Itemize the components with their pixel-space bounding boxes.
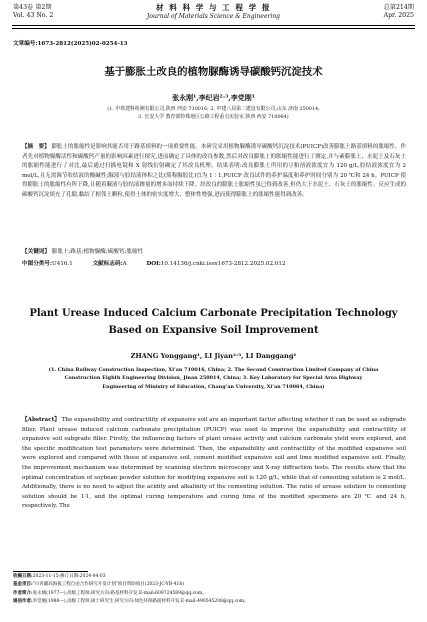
chinese-affiliation-line: (1. 中铁建科检测有限公司,陕西 西安 710016; 2. 中建八局第二建设有限公司,山东 济南 250014;	[107, 106, 320, 112]
english-title-line: Based on Expansive Soil Improvement	[108, 324, 319, 336]
footnote-corresponding	[13, 598, 417, 606]
footnote-label: 收稿日期:	[13, 574, 33, 579]
keywords-text: 膨胀土;路基;植物脲酶;碳酸钙;胀缩性	[51, 249, 144, 255]
chinese-abstract-text: 膨胀土的胀缩性是影响其能否用于路基填料的一项重要性能。本研究采用植物脲酶诱导碳酸钙沉淀技术(PUICP)改善膨胀土路基填料的胀缩性。作者先对植物脲酶活性和碳酸钙产量的影响因素进行探究,进而确定了具体的改良参数,然后对改良膨胀土的胀缩性能进行了测定,并与素膨胀土、水泥土及石灰土的胀缩性能进行了对比,最后通过扫描电镜和 X 射线衍射确定了其改良机理。结果表明:改良膨胀土所用的豆粕溶液浓度宜为 120 g/L,胶结液浓度宜为 2 mol/L,且无需调节胶结液的酸碱性;脲液与胶结液体积之比(简称脲胶比)宜为 1∶1,PUICP 改良试件的养护温度和养护时间分别为 20 ℃和 24 h。PUICP 使得膨胀土的胀缩性有所下降,且随着脲液与胶结液掺量的增多而持续下降。经改良的膨胀土胀缩性虽已得到改善,但仍大于水泥土、石灰土的胀缩性。反应生成的碳酸钙沉淀填充了孔隙,黏结了相邻土颗粒,使得土体的密实度增大、整体性增强,进而使得膨胀土的胀缩性能得到改善。	[22, 144, 406, 198]
doi: 10.14136/j.cnki.issn1673-2812.2025.02.012	[160, 261, 286, 267]
chinese-authors: 张永刚¹,李纪岩²˒³,李党刚¹	[172, 93, 255, 102]
header-rule-thick	[12, 25, 415, 26]
footnote-text: 张永刚(1977—),高级工程师,研究方向:路基材料开发,E-mail:609724589@qq.com。	[32, 590, 207, 596]
volume-cn: 第43卷 第2期	[13, 4, 52, 11]
chinese-abstract	[22, 143, 406, 201]
english-abstract-text: The expansibility and contractility of expansive soil are an important factor affecting whether it can be used as subgrade filler. Plant urease induced calcium carbonate precipitation (PUICP) was used to improve the expansibility and contractility of expansive soil subgrade filler. Firstly, the influencing factors of plant urease activity and calcium carbonate yield were explored, and the specific modification test parameters were determined. Then, the expansibility and contractility of the modified expansive soil were explored and compared with those of expansive soil, cement modified expansive soil and lime modified expansive soil. Finally, the improvement mechanism was determined by scanning electron microscopy and X-ray diffraction tests. The results show that the optimal concentration of soybean powder solution for modifying expansive soil is 120 g/L, while that of cementing solution is 2 mol/L. Additionally, there is no need to adjust the acidity and alkalinity of the cementing solution. The ratio of urease solution to cementing solution should be 1∶1, and the optimal curing temperature and curing time of the modified specimens are 20 ℃ and 24 h, respectively. The	[22, 417, 406, 510]
footnote-label: 通信作者:	[13, 598, 33, 604]
clc-code: U416.1	[52, 261, 73, 267]
footnote-author-bio	[13, 590, 417, 598]
footnotes	[13, 573, 417, 606]
english-affiliation-line: (1. China Railway Construction Inspection, Xi’an 710016, China; 2. The Second Construction Limited Company of China	[48, 367, 379, 373]
footnote-label: 作者简介:	[13, 590, 33, 596]
issue-date: Apr. 2025	[383, 12, 414, 20]
classification-line	[22, 260, 406, 269]
chinese-keywords	[22, 248, 406, 257]
english-abstract	[22, 416, 406, 512]
volume-en: Vol. 43 No. 2	[13, 12, 54, 20]
english-affiliation-line: Engineering of Ministry of Education, Chang’an University, Xi’an 710064, China)	[102, 383, 325, 390]
english-authors: ZHANG Yonggang¹, LI Jiyan²˒³, LI Danggang¹	[130, 352, 297, 360]
footnote-text: "川青藏高海拔工程自由合作研究开发计划"项目资助项目(2023-JC-YB-418)	[32, 582, 185, 588]
footnote-text: 2023-11-15;修订日期:2024-04-03	[32, 574, 106, 579]
running-header-left	[13, 4, 53, 21]
footnote-rule	[13, 571, 88, 572]
footnote-received	[13, 573, 417, 581]
running-header-right	[384, 4, 414, 21]
doc-code: A	[122, 261, 127, 267]
chinese-abstract-label: 【摘 要】	[22, 144, 50, 150]
doc-code-label: 文献标志码:	[92, 261, 123, 267]
running-header-center	[100, 3, 327, 21]
footnote-funding	[13, 581, 417, 589]
footnote-text: 李党刚(1988—),高级工程师,硕士研究生,研究方向:绿色环保路面材料开发,E-mail:490545208@qq.com。	[32, 598, 249, 604]
header-rule-thin	[12, 28, 415, 29]
english-affiliation-line: Construction Eighth Engineering Division, Jinan 250014, China; 3. Key Laboratory for Special Area Highway	[64, 375, 363, 382]
english-affiliations	[20, 366, 407, 391]
footnote-label: 基金项目:	[13, 582, 33, 588]
clc-label: 中图分类号:	[22, 261, 53, 267]
journal-title-cn: 材 料 科 学 与 工 程 学 报	[156, 3, 271, 12]
journal-title-en: Journal of Materials Science & Engineering	[146, 13, 281, 20]
chinese-title: 基于膨胀土改良的植物脲酶诱导碳酸钙沉淀技术	[104, 66, 323, 78]
english-title	[14, 306, 413, 339]
issue-total: 总第214期	[383, 4, 414, 11]
english-abstract-label: 【Abstract】	[22, 417, 60, 423]
doi-label: DOI:	[146, 261, 161, 267]
chinese-affiliations	[20, 106, 407, 122]
chinese-affiliation-line: 3. 长安大学 教育部特殊地区公路工程重点实验室,陕西 西安 710064)	[138, 113, 289, 120]
keywords-label: 【关键词】	[22, 249, 50, 255]
article-number: 文章编号:1673-2812(2025)02-0254-13	[13, 41, 128, 47]
english-title-line: Plant Urease Induced Calcium Carbonate Precipitation Technology	[29, 308, 398, 319]
